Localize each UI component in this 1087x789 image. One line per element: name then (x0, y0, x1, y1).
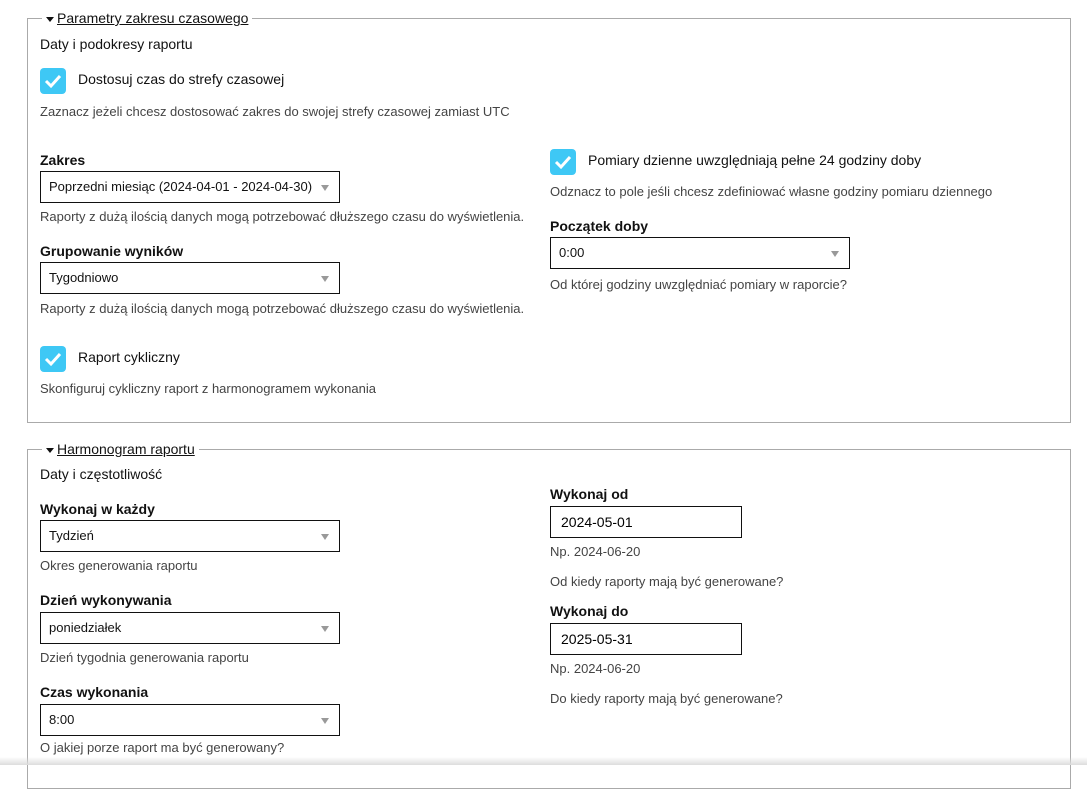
day-start-label: Początek doby (550, 218, 649, 234)
grouping-label: Grupowanie wyników (40, 243, 184, 259)
time-value: 8:00 (49, 712, 75, 727)
day-start-help: Od której godziny uwzględniać pomiary w raporcie? (550, 277, 847, 292)
to-help: Do kiedy raporty mają być generowane? (550, 691, 783, 706)
cyclic-report-checkbox[interactable] (40, 346, 66, 372)
weekday-select[interactable] (40, 612, 340, 644)
to-example: Np. 2024-06-20 (550, 661, 641, 676)
dropdown-arrow-icon (831, 251, 839, 257)
cyclic-report-label: Raport cykliczny (78, 349, 180, 365)
range-help: Raporty z dużą ilością danych mogą potrzebować dłuższego czasu do wyświetlenia. (40, 209, 525, 224)
every-select[interactable] (40, 520, 340, 552)
caret-down-icon (46, 17, 54, 22)
day-start-value: 0:00 (559, 245, 585, 260)
caret-down-icon (46, 448, 54, 453)
full-day-checkbox[interactable] (550, 149, 576, 175)
dropdown-arrow-icon (321, 185, 329, 191)
dropdown-arrow-icon (321, 534, 329, 540)
cyclic-report-help: Skonfiguruj cykliczny raport z harmonogramem wykonania (40, 381, 376, 396)
adjust-timezone-help: Zaznacz jeżeli chcesz dostosować zakres do swojej strefy czasowej zamiast UTC (40, 104, 510, 119)
every-value: Tydzień (49, 528, 94, 543)
schedule-legend[interactable] (42, 440, 199, 458)
grouping-select[interactable] (40, 262, 340, 294)
range-select[interactable] (40, 171, 340, 203)
weekday-label: Dzień wykonywania (40, 592, 172, 608)
weekday-help: Dzień tygodnia generowania raportu (40, 650, 249, 665)
grouping-help: Raporty z dużą ilością danych mogą potrzebować dłuższego czasu do wyświetlenia. (40, 301, 525, 316)
to-date-input[interactable] (550, 623, 742, 655)
check-icon (44, 351, 62, 367)
time-help: O jakiej porze raport ma być generowany? (40, 740, 285, 755)
time-select[interactable] (40, 704, 340, 736)
time-range-legend[interactable] (42, 9, 252, 27)
adjust-timezone-label: Dostosuj czas do strefy czasowej (78, 71, 285, 87)
from-label: Wykonaj od (550, 486, 629, 502)
from-help: Od kiedy raporty mają być generowane? (550, 574, 784, 589)
range-value: Poprzedni miesiąc (2024-04-01 - 2024-04-30) (49, 179, 313, 194)
legend-text: Harmonogram raportu (57, 441, 195, 457)
dropdown-arrow-icon (321, 626, 329, 632)
full-day-help: Odznacz to pole jeśli chcesz zdefiniować własne godziny pomiaru dziennego (550, 184, 993, 199)
grouping-value: Tygodniowo (49, 270, 119, 285)
day-start-select[interactable] (550, 237, 850, 269)
from-date-input[interactable] (550, 506, 742, 538)
dropdown-arrow-icon (321, 718, 329, 724)
check-icon (554, 154, 572, 170)
every-label: Wykonaj w każdy (40, 501, 155, 517)
from-example: Np. 2024-06-20 (550, 544, 641, 559)
time-label: Czas wykonania (40, 684, 149, 700)
full-day-label: Pomiary dzienne uwzględniają pełne 24 godziny doby (588, 152, 922, 168)
legend-text: Parametry zakresu czasowego (57, 10, 249, 26)
range-label: Zakres (40, 152, 86, 168)
weekday-value: poniedziałek (49, 620, 122, 635)
to-label: Wykonaj do (550, 603, 629, 619)
every-help: Okres generowania raportu (40, 558, 198, 573)
adjust-timezone-checkbox[interactable] (40, 68, 66, 94)
section-subtitle: Daty i podokresy raportu (40, 36, 193, 52)
bottom-shadow (0, 757, 1087, 765)
section-subtitle: Daty i częstotliwość (40, 466, 163, 482)
check-icon (44, 73, 62, 89)
dropdown-arrow-icon (321, 276, 329, 282)
